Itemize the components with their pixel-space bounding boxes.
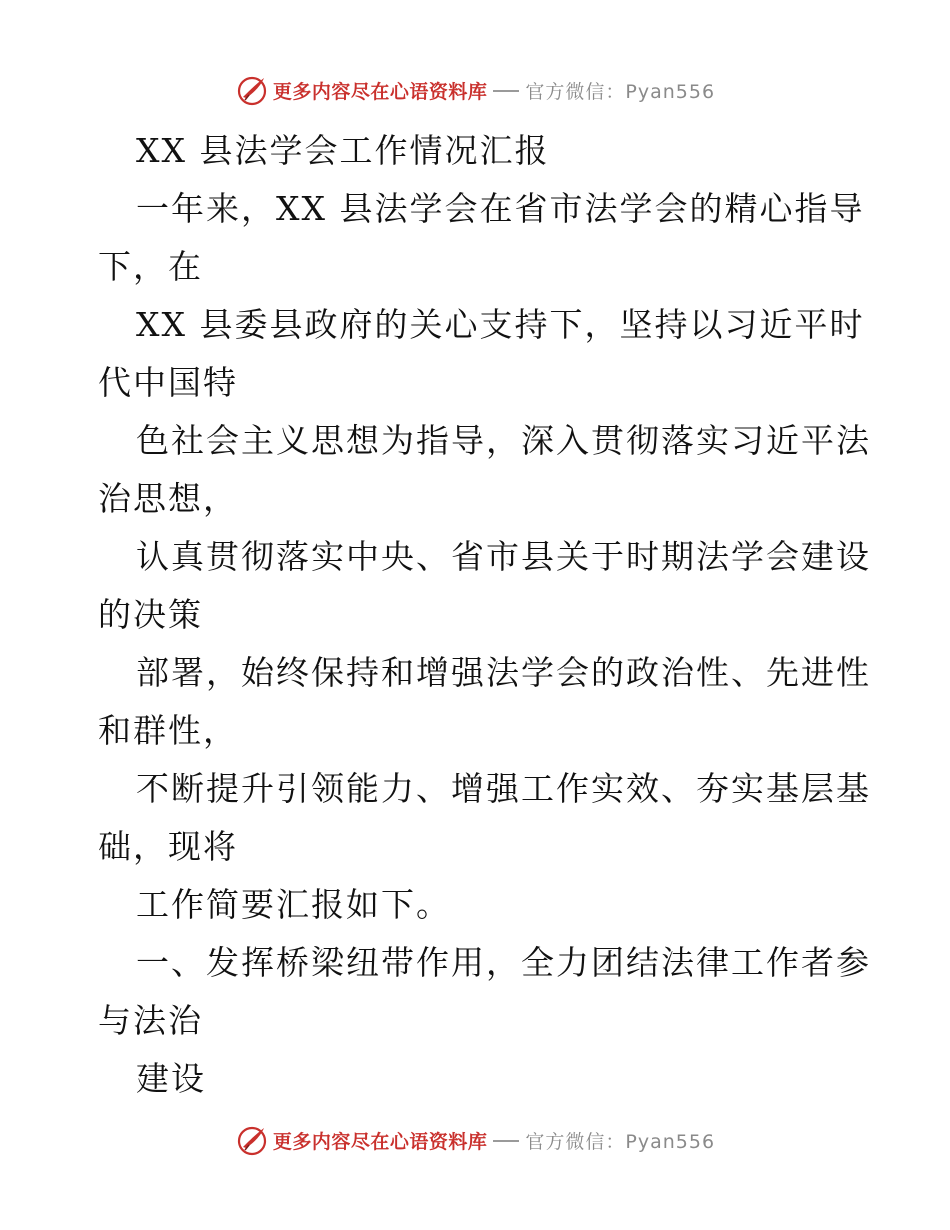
paragraph-line: 下，在 <box>98 247 203 286</box>
watermark-dash <box>493 1140 519 1142</box>
paragraph-line: 和群性， <box>98 711 238 750</box>
watermark-brand-text: 更多内容尽在心语资料库 <box>272 1130 488 1153</box>
section-heading-line: 一、发挥桥梁纽带作用，全力团结法律工作者参 <box>136 943 871 982</box>
watermark-contact-text: 官方微信：Pyan556 <box>525 1130 716 1153</box>
document-body <box>98 122 871 1108</box>
section-heading-line: 建设 <box>136 1059 206 1098</box>
header-watermark <box>0 70 950 110</box>
paragraph-line: 不断提升引领能力、增强工作实效、夯实基层基 <box>136 769 871 808</box>
paragraph-line: 认真贯彻落实中央、省市县关于时期法学会建设 <box>136 537 871 576</box>
paragraph-line: 的决策 <box>98 595 203 634</box>
paragraph-line: XX 县委县政府的关心支持下，坚持以习近平时 <box>136 305 865 344</box>
paragraph-line: 治思想， <box>98 479 238 518</box>
watermark-dash <box>493 90 519 92</box>
quill-logo-icon <box>235 1123 269 1157</box>
document-title: XX 县法学会工作情况汇报 <box>136 131 550 170</box>
quill-logo-icon <box>235 73 269 107</box>
watermark-brand-text: 更多内容尽在心语资料库 <box>272 80 488 103</box>
paragraph-line: 色社会主义思想为指导，深入贯彻落实习近平法 <box>136 421 871 460</box>
paragraph-line: 工作简要汇报如下。 <box>136 885 451 924</box>
paragraph-line: 础，现将 <box>98 827 238 866</box>
watermark-contact-text: 官方微信：Pyan556 <box>525 80 716 103</box>
paragraph-line: 代中国特 <box>98 363 238 402</box>
section-heading-line: 与法治 <box>98 1001 203 1040</box>
paragraph-line: 部署，始终保持和增强法学会的政治性、先进性 <box>136 653 871 692</box>
paragraph-line: 一年来，XX 县法学会在省市法学会的精心指导 <box>136 189 865 228</box>
footer-watermark <box>0 1120 950 1160</box>
